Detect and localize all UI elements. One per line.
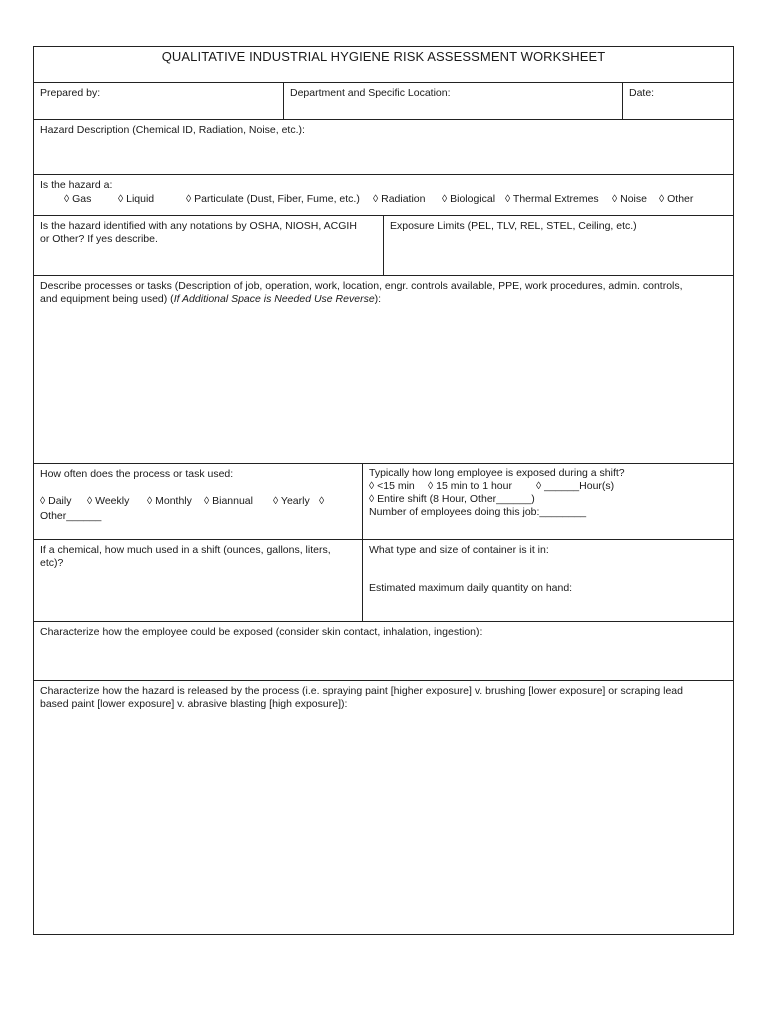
- option-noise[interactable]: ◊ Noise: [612, 193, 647, 205]
- option-weekly[interactable]: ◊ Weekly: [87, 495, 130, 507]
- option-other-marker[interactable]: ◊: [319, 495, 325, 507]
- container-field[interactable]: [362, 540, 733, 621]
- option-biological[interactable]: ◊ Biological: [442, 193, 496, 205]
- prepared-by-field[interactable]: [34, 83, 283, 119]
- date-label: Date:: [629, 87, 655, 99]
- hazard-description-row: [34, 120, 733, 175]
- option-15-to-1-hour[interactable]: ◊ 15 min to 1 hour: [428, 480, 512, 492]
- option-particulate[interactable]: ◊ Particulate (Dust, Fiber, Fume, etc.): [186, 193, 360, 205]
- option-other-frequency[interactable]: Other______: [40, 510, 102, 522]
- option-radiation[interactable]: ◊ Radiation: [373, 193, 426, 205]
- hazard-description-label: Hazard Description (Chemical ID, Radiation, Noise, etc.):: [40, 124, 305, 136]
- worksheet-form: [33, 46, 734, 935]
- release-row: [34, 681, 733, 934]
- chemical-question-line1: If a chemical, how much used in a shift (ounces, gallons, liters,: [40, 544, 331, 556]
- duration-field: [362, 464, 733, 539]
- processes-line1: Describe processes or tasks (Description of job, operation, work, location, engr. controls available, PPE, work procedures, admin. controls,: [40, 280, 683, 292]
- option-biannual[interactable]: ◊ Biannual: [204, 495, 253, 507]
- notations-field[interactable]: [34, 216, 383, 275]
- option-monthly[interactable]: ◊ Monthly: [147, 495, 192, 507]
- option-yearly[interactable]: ◊ Yearly: [273, 495, 310, 507]
- hazard-type-row: [34, 175, 733, 216]
- chemical-row: [34, 540, 733, 622]
- frequency-question: How often does the process or task used:: [40, 468, 234, 480]
- processes-line2-suffix: ):: [374, 293, 382, 305]
- exposure-limits-field[interactable]: [383, 216, 733, 275]
- notations-row: [34, 216, 733, 276]
- worksheet-title: QUALITATIVE INDUSTRIAL HYGIENE RISK ASSESSMENT WORKSHEET: [161, 49, 606, 64]
- chemical-question-line2: etc)?: [40, 557, 64, 569]
- release-field[interactable]: [34, 681, 733, 934]
- exposure-label: Characterize how the employee could be exposed (consider skin contact, inhalation, ingestion):: [40, 626, 483, 638]
- option-liquid[interactable]: ◊ Liquid: [118, 193, 155, 205]
- duration-options: [369, 480, 727, 493]
- date-field[interactable]: [622, 83, 733, 119]
- header-row: [34, 83, 733, 120]
- prepared-by-label: Prepared by:: [40, 87, 101, 99]
- exposure-limits-label: Exposure Limits (PEL, TLV, REL, STEL, Ceiling, etc.): [390, 220, 637, 232]
- exposure-row: [34, 622, 733, 681]
- processes-line2-italic: If Additional Space is Needed Use Reverse: [173, 293, 375, 305]
- processes-line2-prefix: and equipment being used) (: [40, 293, 174, 305]
- department-label: Department and Specific Location:: [290, 87, 451, 99]
- container-label: What type and size of container is it in:: [369, 544, 549, 556]
- notations-question-line2: or Other? If yes describe.: [40, 233, 158, 245]
- option-entire-shift[interactable]: ◊ Entire shift (8 Hour, Other______): [369, 493, 535, 505]
- employees-count-label[interactable]: Number of employees doing this job:________: [369, 506, 587, 518]
- hazard-description-field[interactable]: [34, 120, 733, 174]
- processes-line2: [40, 293, 727, 306]
- department-field[interactable]: [283, 83, 622, 119]
- release-line2: based paint [lower exposure] v. abrasive blasting [high exposure]):: [40, 698, 348, 710]
- hazard-type-question: Is the hazard a:: [40, 179, 113, 191]
- option-thermal[interactable]: ◊ Thermal Extremes: [505, 193, 599, 205]
- frequency-row: [34, 464, 733, 540]
- duration-question: Typically how long employee is exposed during a shift?: [369, 467, 625, 479]
- processes-row: [34, 276, 733, 464]
- max-quantity-label: Estimated maximum daily quantity on hand:: [369, 582, 573, 594]
- option-hours[interactable]: ◊ ______Hour(s): [536, 480, 615, 492]
- release-line1: Characterize how the hazard is released by the process (i.e. spraying paint [higher exposure] v. brushing [lower exposure] or scraping lead: [40, 685, 683, 697]
- option-other[interactable]: ◊ Other: [659, 193, 694, 205]
- processes-field[interactable]: [34, 276, 733, 463]
- chemical-quantity-field[interactable]: [34, 540, 362, 621]
- hazard-type-field: [34, 175, 733, 215]
- title-row: [34, 47, 733, 83]
- option-daily[interactable]: ◊ Daily: [40, 495, 72, 507]
- option-less-15[interactable]: ◊ <15 min: [369, 480, 415, 492]
- notations-question-line1: Is the hazard identified with any notations by OSHA, NIOSH, ACGIH: [40, 220, 357, 232]
- option-gas[interactable]: ◊ Gas: [64, 193, 92, 205]
- exposure-field[interactable]: [34, 622, 733, 680]
- frequency-field: [34, 464, 362, 539]
